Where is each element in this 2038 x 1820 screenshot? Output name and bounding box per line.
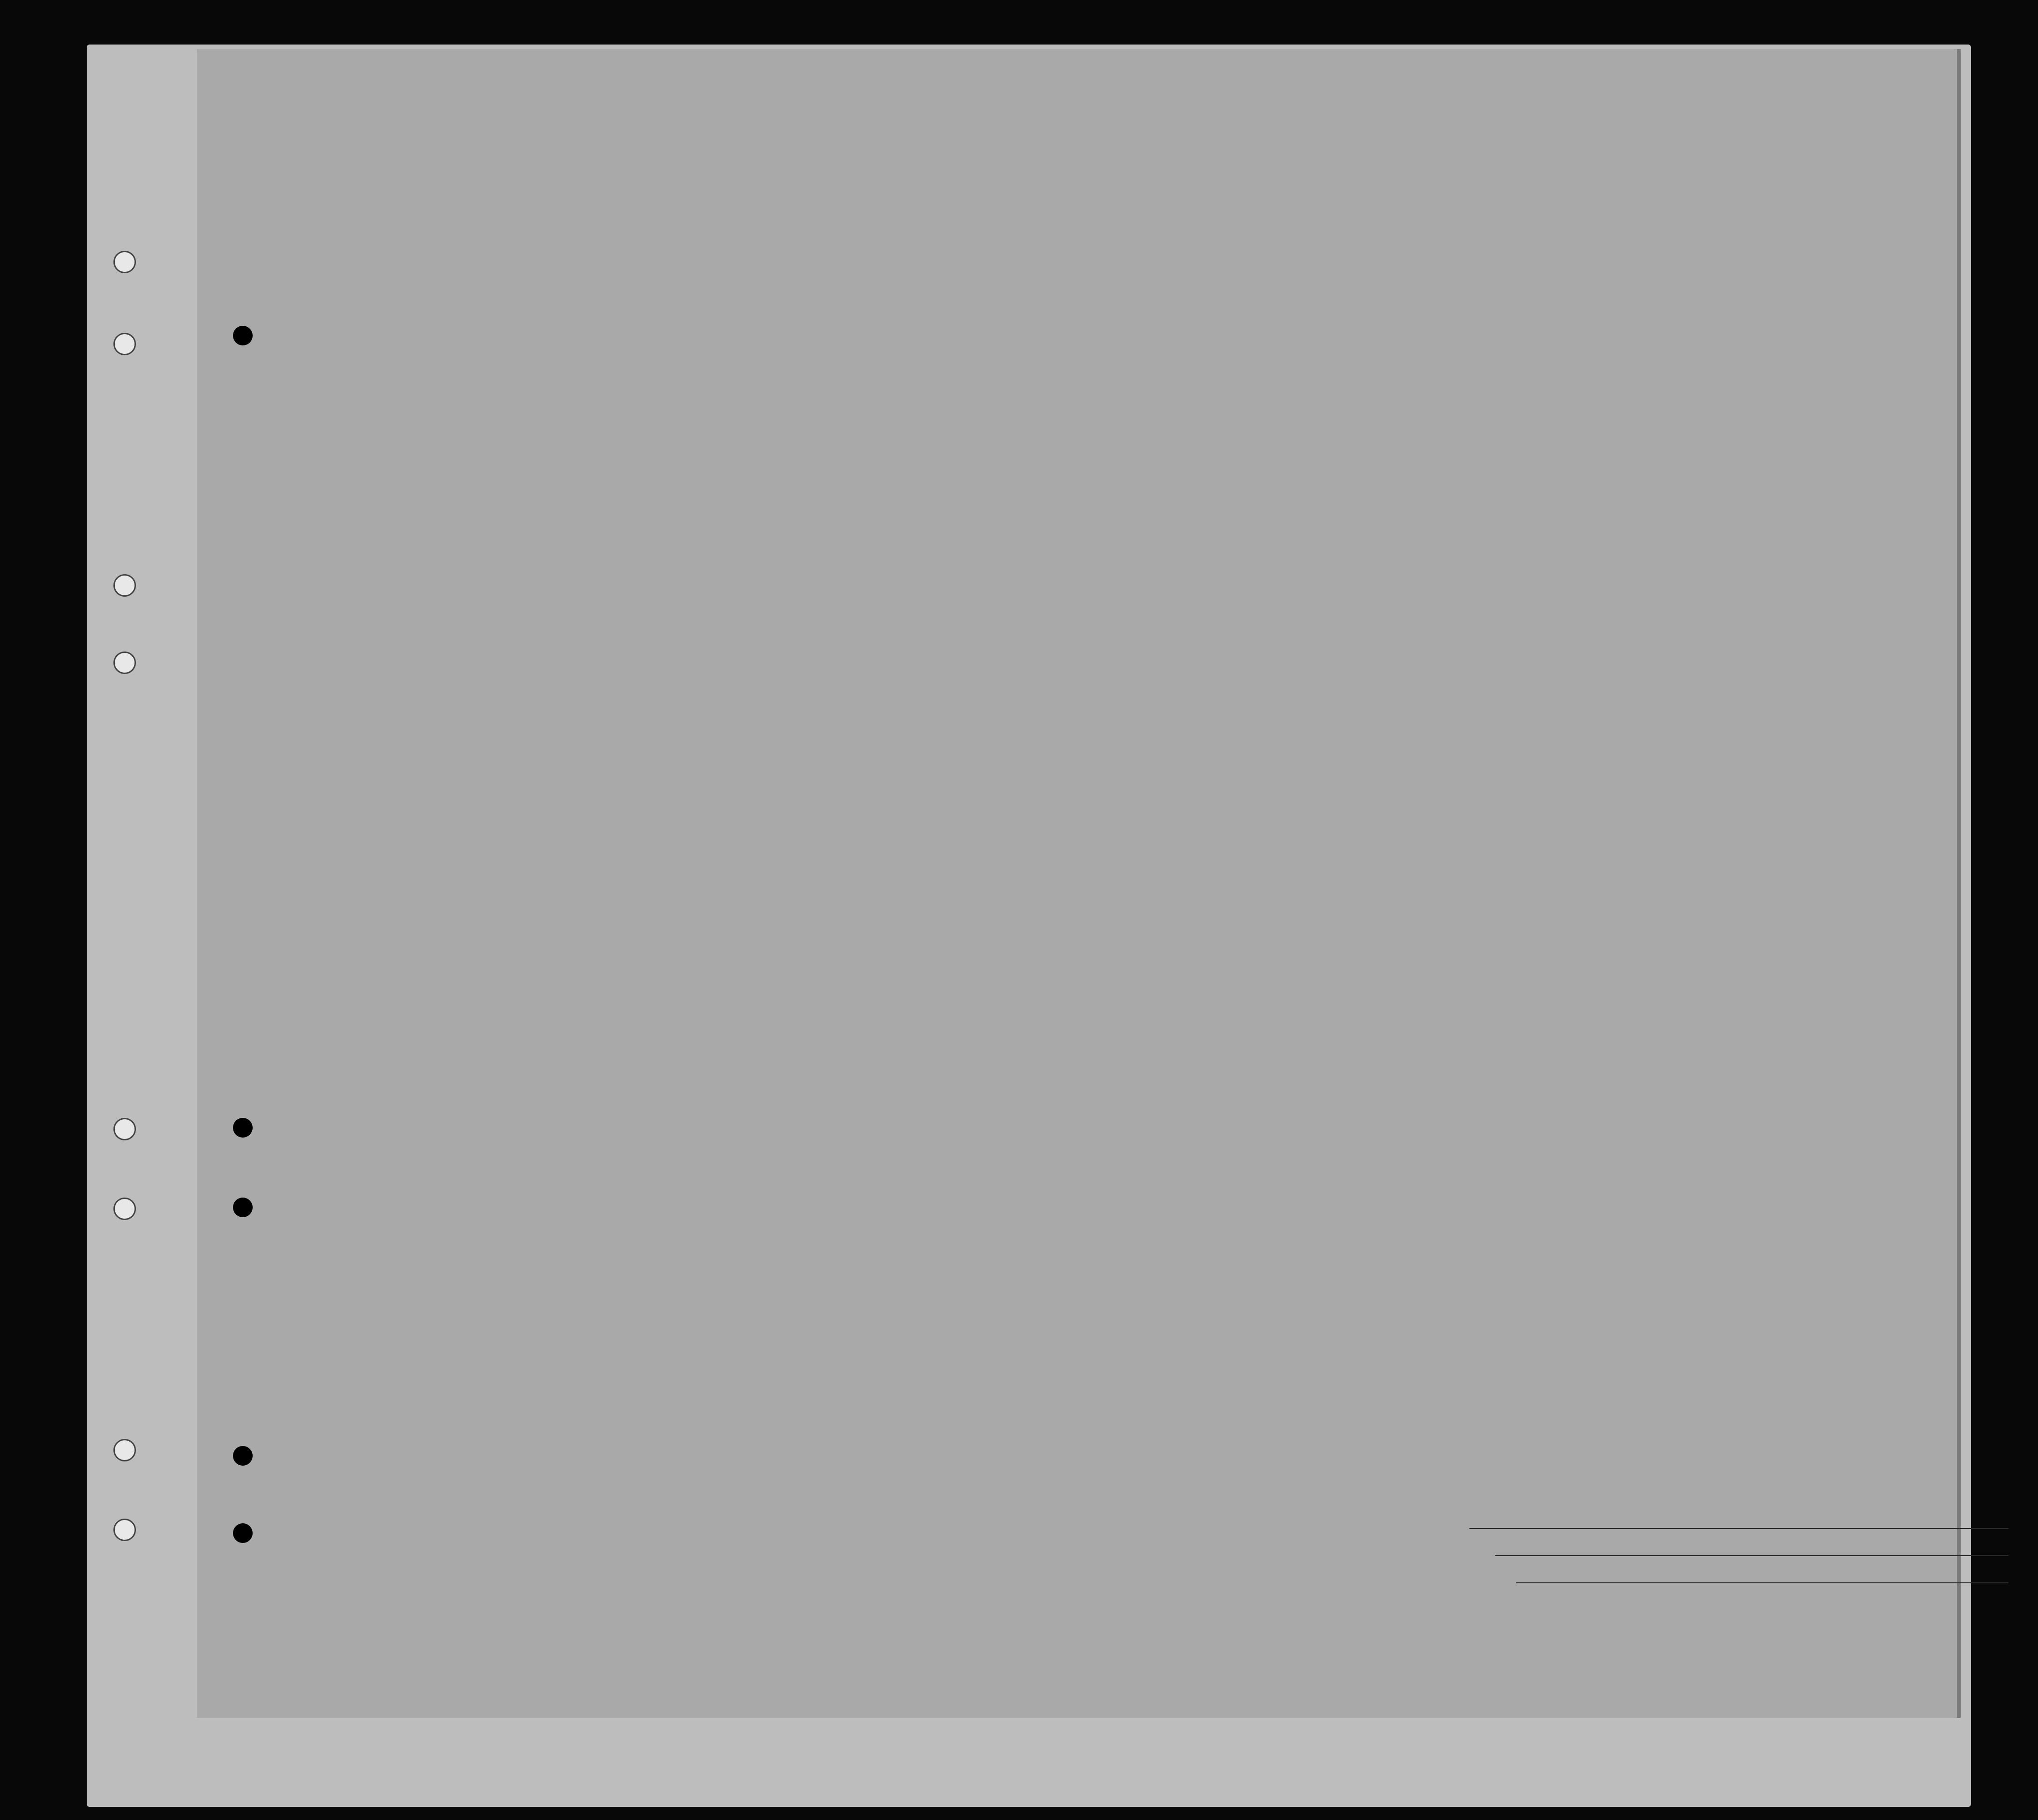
binder-hole xyxy=(233,326,253,345)
binder-hole xyxy=(113,574,136,597)
binder-hole xyxy=(233,1198,253,1217)
owners-underline xyxy=(1495,1555,2008,1556)
line-underline xyxy=(1469,1528,2008,1529)
manifest-sheet xyxy=(197,49,1961,1718)
binder-hole xyxy=(113,1439,136,1461)
binder-hole xyxy=(113,652,136,674)
binder-hole xyxy=(113,1118,136,1140)
binder-hole xyxy=(113,1198,136,1220)
agents-underline xyxy=(1516,1582,2008,1583)
inspector-time xyxy=(441,1518,506,1525)
binder-hole xyxy=(113,251,136,273)
binder-hole xyxy=(233,1118,253,1138)
binder-hole xyxy=(233,1523,253,1543)
binder-hole xyxy=(233,1446,253,1466)
binder-hole xyxy=(113,1519,136,1541)
binder-hole xyxy=(113,333,136,355)
